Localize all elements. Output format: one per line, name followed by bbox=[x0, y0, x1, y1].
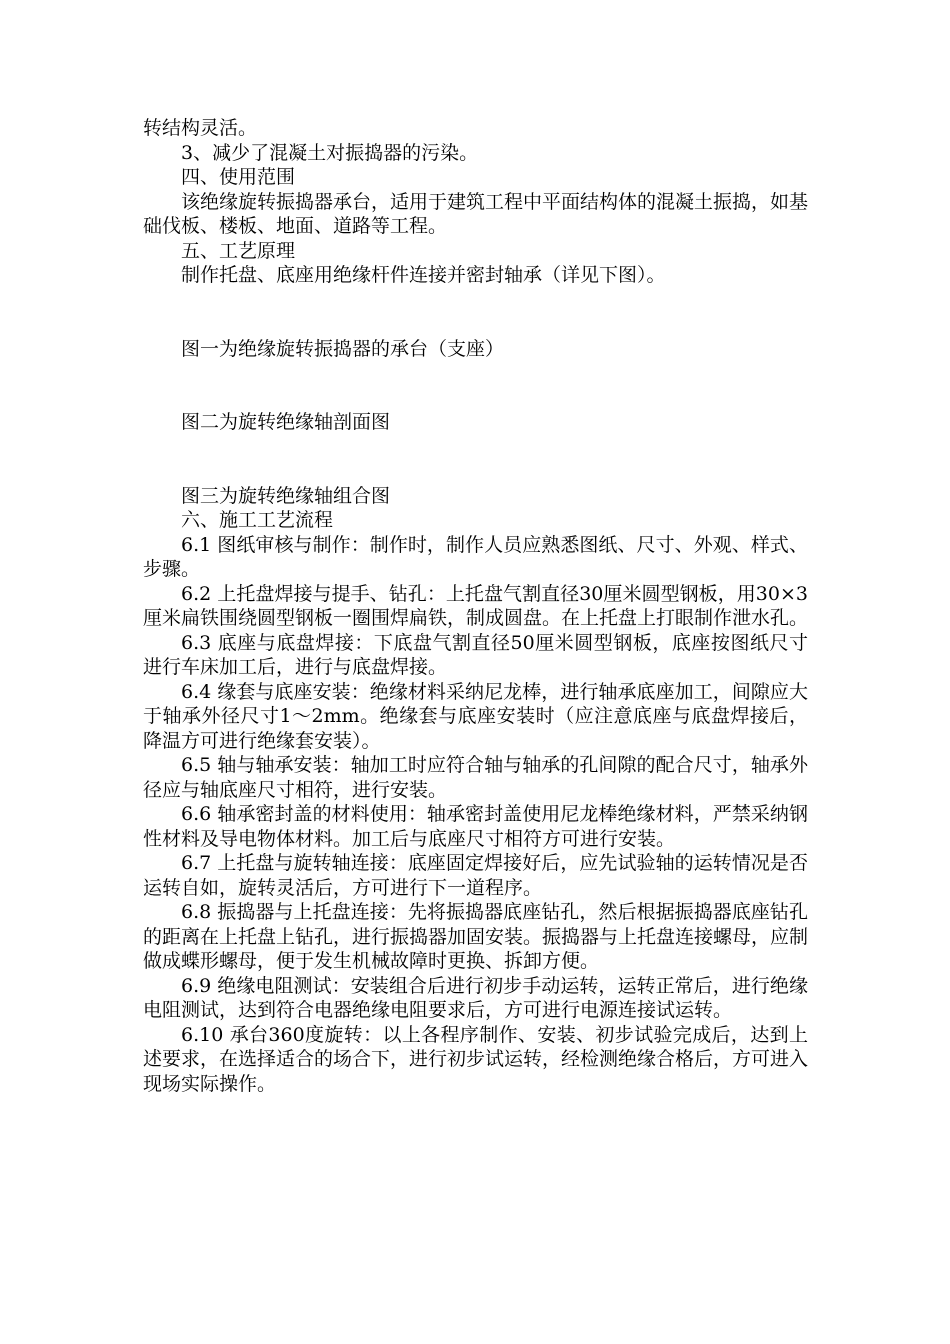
step-6-6: 6.6 轴承密封盖的材料使用：轴承密封盖使用尼龙棒绝缘材料，严禁采纳钢性材料及导电物体材料。加工后与底座尺寸相符方可进行安装。 bbox=[143, 803, 808, 850]
step-6-8: 6.8 振捣器与上托盘连接：先将振捣器底座钻孔，然后根据振捣器底座钻孔的距离在上托盘上钻孔，进行振捣器加固安装。振捣器与上托盘连接螺母，应制做成蝶形螺母，便于发生机械故障时更换、拆卸方便。 bbox=[143, 901, 809, 972]
step-6-10: 6.10 承台360度旋转：以上各程序制作、安装、初步试验完成后，达到上述要求，在选择适合的场合下，进行初步试运转，经检测绝缘合格后，方可进入现场实际操作。 bbox=[143, 1023, 809, 1095]
paragraph-principle: 制作托盘、底座用绝缘杆件连接并密封轴承（详见下图）。 bbox=[181, 264, 666, 286]
figure-caption-1: 图一为绝缘旋转振捣器的承台（支座） bbox=[181, 337, 505, 360]
section-heading-principle: 五、工艺原理 bbox=[181, 239, 296, 262]
paragraph-benefit-3: 3、减少了混凝土对振捣器的污染。 bbox=[181, 141, 479, 164]
paragraph-continuation: 转结构灵活。 bbox=[143, 117, 258, 139]
step-6-7: 6.7 上托盘与旋转轴连接：底座固定焊接好后，应先试验轴的运转情况是否运转自如，旋转灵活后，方可进行下一道程序。 bbox=[143, 852, 808, 899]
figure-caption-2: 图二为旋转绝缘轴剖面图 bbox=[181, 411, 391, 433]
step-6-5: 6.5 轴与轴承安装：轴加工时应符合轴与轴承的孔间隙的配合尺寸，轴承外径应与轴底座尺寸相符，进行安装。 bbox=[143, 754, 808, 801]
step-6-4: 6.4 缘套与底座安装：绝缘材料采纳尼龙棒，进行轴承底座加工，间隙应大于轴承外径尺寸1～2mm。绝缘套与底座安装时（应注意底座与底盘焊接后，降温方可进行绝缘套安装）。 bbox=[143, 680, 808, 752]
document-body bbox=[143, 116, 808, 1096]
step-6-1: 6.1 图纸审核与制作：制作时，制作人员应熟悉图纸、尺寸、外观、样式、步骤。 bbox=[143, 533, 808, 580]
section-heading-process: 六、施工工艺流程 bbox=[181, 509, 334, 531]
paragraph-scope: 该绝缘旋转振捣器承台，适用于建筑工程中平面结构体的混凝土振捣，如基础伐板、楼板、地面、道路等工程。 bbox=[143, 190, 809, 237]
section-heading-scope: 四、使用范围 bbox=[181, 166, 296, 188]
step-6-9: 6.9 绝缘电阻测试：安装组合后进行初步手动运转，运转正常后，进行绝缘电阻测试，达到符合电器绝缘电阻要求后，方可进行电源连接试运转。 bbox=[143, 974, 808, 1021]
step-6-3: 6.3 底座与底盘焊接：下底盘气割直径50厘米圆型钢板，底座按图纸尺寸进行车床加工后，进行与底盘焊接。 bbox=[143, 631, 808, 678]
step-6-2: 6.2 上托盘焊接与提手、钻孔：上托盘气割直径30厘米圆型钢板，用30×3厘米扁铁围绕圆型钢板一圈围焊扁铁，制成圆盘。在上托盘上打眼制作泄水孔。 bbox=[143, 582, 809, 629]
figure-caption-3: 图三为旋转绝缘轴组合图 bbox=[181, 484, 391, 507]
